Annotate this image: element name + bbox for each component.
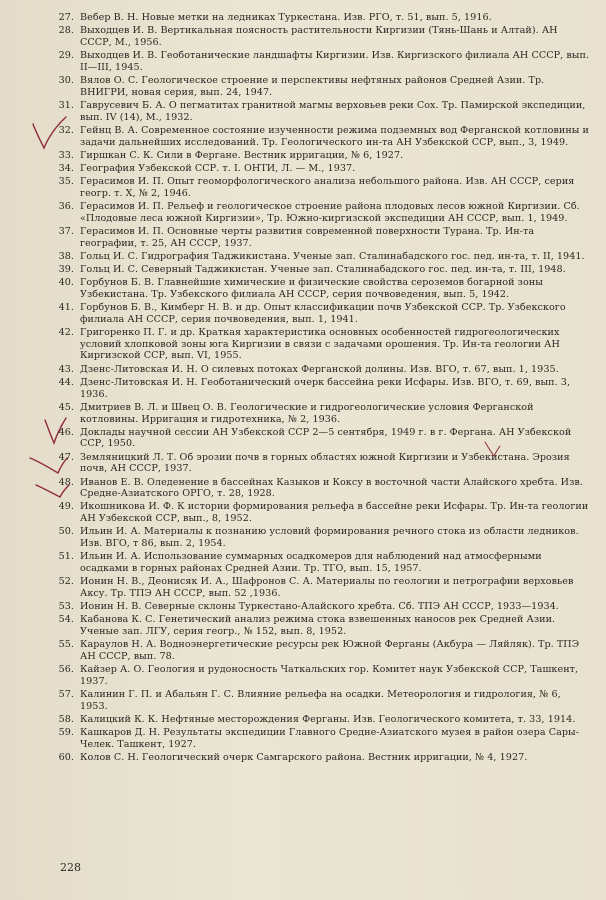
reference-entry (30, 226, 590, 249)
reference-entry (30, 201, 590, 224)
reference-number: 57. (58, 688, 74, 700)
reference-entry (30, 402, 590, 425)
reference-number: 40. (58, 277, 74, 289)
reference-entry (30, 689, 590, 712)
reference-entry (30, 601, 590, 613)
reference-text: География Узбекской ССР. т. I. ОНТИ, Л. — М., 1937. (80, 162, 356, 174)
reference-entry (30, 264, 590, 276)
reference-list (30, 12, 590, 765)
reference-entry (30, 50, 590, 73)
reference-number: 41. (58, 302, 74, 314)
reference-number: 38. (58, 250, 74, 262)
reference-text: Герасимов И. П. Опыт геоморфологического анализа небольшого района. Изв. АН СССР, серия геогр. т. X, № 2, 1946. (80, 176, 575, 199)
reference-text: Герасимов И. П. Рельеф и геологическое строение района плодовых лесов южной Киргизии. Сб. «Плодовые леса южной Киргизии», Тр. Южно-киргизской экспедиции АН СССР, вып. 1, 1949. (80, 201, 580, 224)
reference-number: 54. (58, 614, 74, 626)
reference-entry (30, 327, 590, 362)
reference-entry (30, 25, 590, 48)
reference-text: Дзенс-Литовская И. Н. Геоботанический очерк бассейна реки Исфары. Изв. ВГО, т. 69, вып. 3, 1936. (80, 376, 571, 400)
reference-entry (30, 75, 590, 98)
reference-number: 53. (58, 601, 74, 613)
reference-text: Дзенс-Литовская И. Н. О силевых потоках Ферганской долины. Изв. ВГО, т. 67, вып. 1, 1935. (80, 363, 559, 375)
reference-entry (30, 551, 590, 574)
reference-entry (30, 501, 590, 524)
reference-text: Герасимов И. П. Основные черты развития современной поверхности Турана. Тр. Ин-та географии, т. 25, АН СССР, 1937. (80, 225, 535, 249)
reference-text: Горбунов Б. В., Кимберг Н. В. и др. Опыт классификации почв Узбекской ССР. Тр. Узбекского филиала АН СССР, серия почвоведения, вып. 1, 1941. (80, 302, 566, 325)
reference-entry (30, 302, 590, 325)
reference-text: Выходцев И. В. Вертикальная поясность растительности Киргизии (Тянь-Шань и Алтай). АН СССР, М., 1956. (80, 25, 558, 48)
reference-number: 33. (58, 149, 74, 161)
reference-text: Иванов Е. В. Оледенение в бассейнах Казыков и Коксу в восточной части Алайского хребта. Изв. Средне-Азиатского ОРГО, т. 28, 1928. (80, 476, 583, 500)
reference-text: Гейнц В. А. Современное состояние изученности режима подземных вод Ферганской котловины и задачи дальнейших исследований. Тр. Геологического ин-та АН Узбекской ССР, вып., 3, 1949. (80, 124, 589, 148)
reference-entry (30, 251, 590, 263)
page-number: 228 (60, 861, 81, 874)
reference-number: 28. (58, 25, 74, 37)
reference-entry (30, 277, 590, 300)
reference-text: Выходцев И. В. Геоботанические ландшафты Киргизии. Изв. Киргизского филиала АН СССР, вып. II—III, 1945. (80, 50, 590, 73)
reference-text: Караулов Н. А. Водноэнергетические ресурсы рек Южной Ферганы (Акбура — Ляйляк). Тр. ТПЭ АН СССР, вып. 78. (80, 639, 580, 662)
reference-text: Ионин Н. В. Северные склоны Туркестано-Алайского хребта. Сб. ТПЭ АН СССР, 1933—1934. (80, 601, 559, 613)
reference-entry (30, 100, 590, 123)
reference-entry (30, 150, 590, 162)
reference-text: Колов С. Н. Геологический очерк Самгарского района. Вестник ирригации, № 4, 1927. (80, 751, 528, 763)
reference-text: Вялов О. С. Геологическое строение и перспективы нефтяных районов Средней Азии. Тр. ВНИГРИ, новая серия, вып. 24, 1947. (80, 75, 545, 98)
reference-entry (30, 125, 590, 148)
reference-number: 27. (58, 12, 74, 23)
reference-text: Кабанова К. С. Генетический анализ режима стока взвешенных наносов рек Средней Азии. Ученые зап. ЛГУ, серия геогр., № 152, вып. 8, 1952. (80, 614, 556, 637)
reference-number: 36. (58, 201, 74, 213)
reference-number: 45. (58, 401, 74, 413)
reference-number: 42. (58, 327, 74, 339)
reference-number: 49. (58, 501, 74, 513)
reference-entry (30, 664, 590, 687)
reference-text: Ильин И. А. Материалы к познанию условий формирования речного стока из области ледников. Изв. ВГО, т 86, вып. 2, 1954. (80, 526, 579, 550)
reference-number: 34. (58, 162, 74, 174)
reference-entry (30, 576, 590, 599)
reference-number: 50. (58, 526, 74, 538)
reference-text: Вебер В. Н. Новые метки на ледниках Туркестана. Изв. РГО, т. 51, вып. 5, 1916. (80, 12, 492, 23)
reference-text: Земляницкий Л. Т. Об эрозии почв в горных областях южной Киргизии и Узбекистана. Эрозия почв, АН СССР, 1937. (80, 451, 570, 475)
reference-entry (30, 526, 590, 549)
reference-text: Ионин Н. В., Деонисяк И. А., Шафронов С. А. Материалы по геологии и петрографии верховьев Аксу. Тр. ТПЭ АН СССР, вып. 52 ,1936. (80, 576, 574, 599)
reference-number: 44. (58, 376, 74, 388)
reference-text: Гольц И. С. Гидрография Таджикистана. Ученые зап. Сталинабадского гос. пед. ин-та, т. II, 1941. (80, 250, 585, 262)
reference-entry (30, 427, 590, 450)
reference-text: Горбунов Б. В. Главнейшие химические и физические свойства сероземов богарной зоны Узбекистана. Тр. Узбекского филиала АН СССР, серия почвоведения, вып. 5, 1942. (80, 277, 543, 300)
reference-entry (30, 364, 590, 376)
reference-entry (30, 163, 590, 175)
reference-text: Гиршкан С. К. Сили в Фергане. Вестник ирригации, № 6, 1927. (80, 149, 404, 161)
reference-text: Калицкий К. К. Нефтяные месторождения Ферганы. Изв. Геологического комитета, т. 33, 1914. (80, 713, 576, 725)
reference-text: Кашкаров Д. Н. Результаты экспедиции Главного Средне-Азиатского музея в район озера Сары-Челек. Ташкент, 1927. (80, 727, 580, 750)
reference-number: 47. (58, 451, 74, 463)
reference-text: Григоренко П. Г. и др. Краткая характеристика основных особенностей гидрогеологических условий хлопковой зоны юга Киргизии в связи с задачами орошения. Тр. Ин-та геологии АН Киргизской ССР, вып. VI, 1955. (80, 327, 560, 362)
reference-text: Икошникова И. Ф. К истории формирования рельефа в бассейне реки Исфары. Тр. Ин-та геологии АН Узбекской ССР, вып., 8, 1952. (80, 501, 589, 525)
reference-number: 30. (58, 75, 74, 87)
reference-number: 55. (58, 639, 74, 651)
reference-number: 31. (58, 99, 74, 111)
reference-number: 37. (58, 225, 74, 237)
reference-entry (30, 752, 590, 764)
reference-entry (30, 727, 590, 750)
reference-text: Ильин И. А. Использование суммарных осадкомеров для наблюдений над атмосферными осадками в горных районах Средней Азии. Тр. ТГО, вып. 15, 1957. (80, 551, 542, 574)
reference-entry (30, 377, 590, 400)
reference-number: 58. (58, 713, 74, 725)
reference-number: 29. (58, 50, 74, 62)
reference-text: Кайзер А. О. Геология и рудоносность Чаткальских гор. Комитет наук Узбекской ССР, Ташкент, 1937. (80, 664, 579, 687)
reference-entry (30, 452, 590, 475)
reference-entry (30, 12, 590, 24)
reference-number: 52. (58, 576, 74, 588)
reference-text: Гольц И. С. Северный Таджикистан. Ученые зап. Сталинабадского гос. пед. ин-та, т. III, 1948. (80, 264, 566, 276)
reference-number: 35. (58, 176, 74, 188)
reference-number: 32. (58, 124, 74, 136)
reference-text: Гаврусевич Б. А. О пегматитах гранитной магмы верховьев реки Сох. Тр. Памирской экспедиции, вып. IV (14), М., 1932. (80, 99, 586, 123)
reference-entry (30, 176, 590, 199)
reference-number: 56. (58, 664, 74, 676)
reference-text: Дмитриев В. Л. и Швец О. В. Геологические и гидрогеологические условия Ферганской котловины. Ирригация и гидротехника, № 2, 1936. (80, 401, 534, 425)
reference-number: 43. (58, 363, 74, 375)
reference-entry (30, 639, 590, 662)
reference-entry (30, 614, 590, 637)
reference-entry (30, 714, 590, 726)
reference-number: 48. (58, 476, 74, 488)
reference-number: 60. (58, 751, 74, 763)
reference-entry (30, 477, 590, 500)
reference-text: Калинин Г. П. и Абальян Г. С. Влияние рельефа на осадки. Метеорология и гидрология, № 6, 1953. (80, 688, 561, 712)
reference-text: Доклады научной сессии АН Узбекской ССР 2—5 сентября, 1949 г. в г. Фергана. АН Узбекской ССР, 1950. (80, 426, 572, 450)
reference-number: 59. (58, 727, 74, 739)
reference-number: 46. (58, 426, 74, 438)
reference-number: 51. (58, 551, 74, 563)
reference-number: 39. (58, 264, 74, 276)
